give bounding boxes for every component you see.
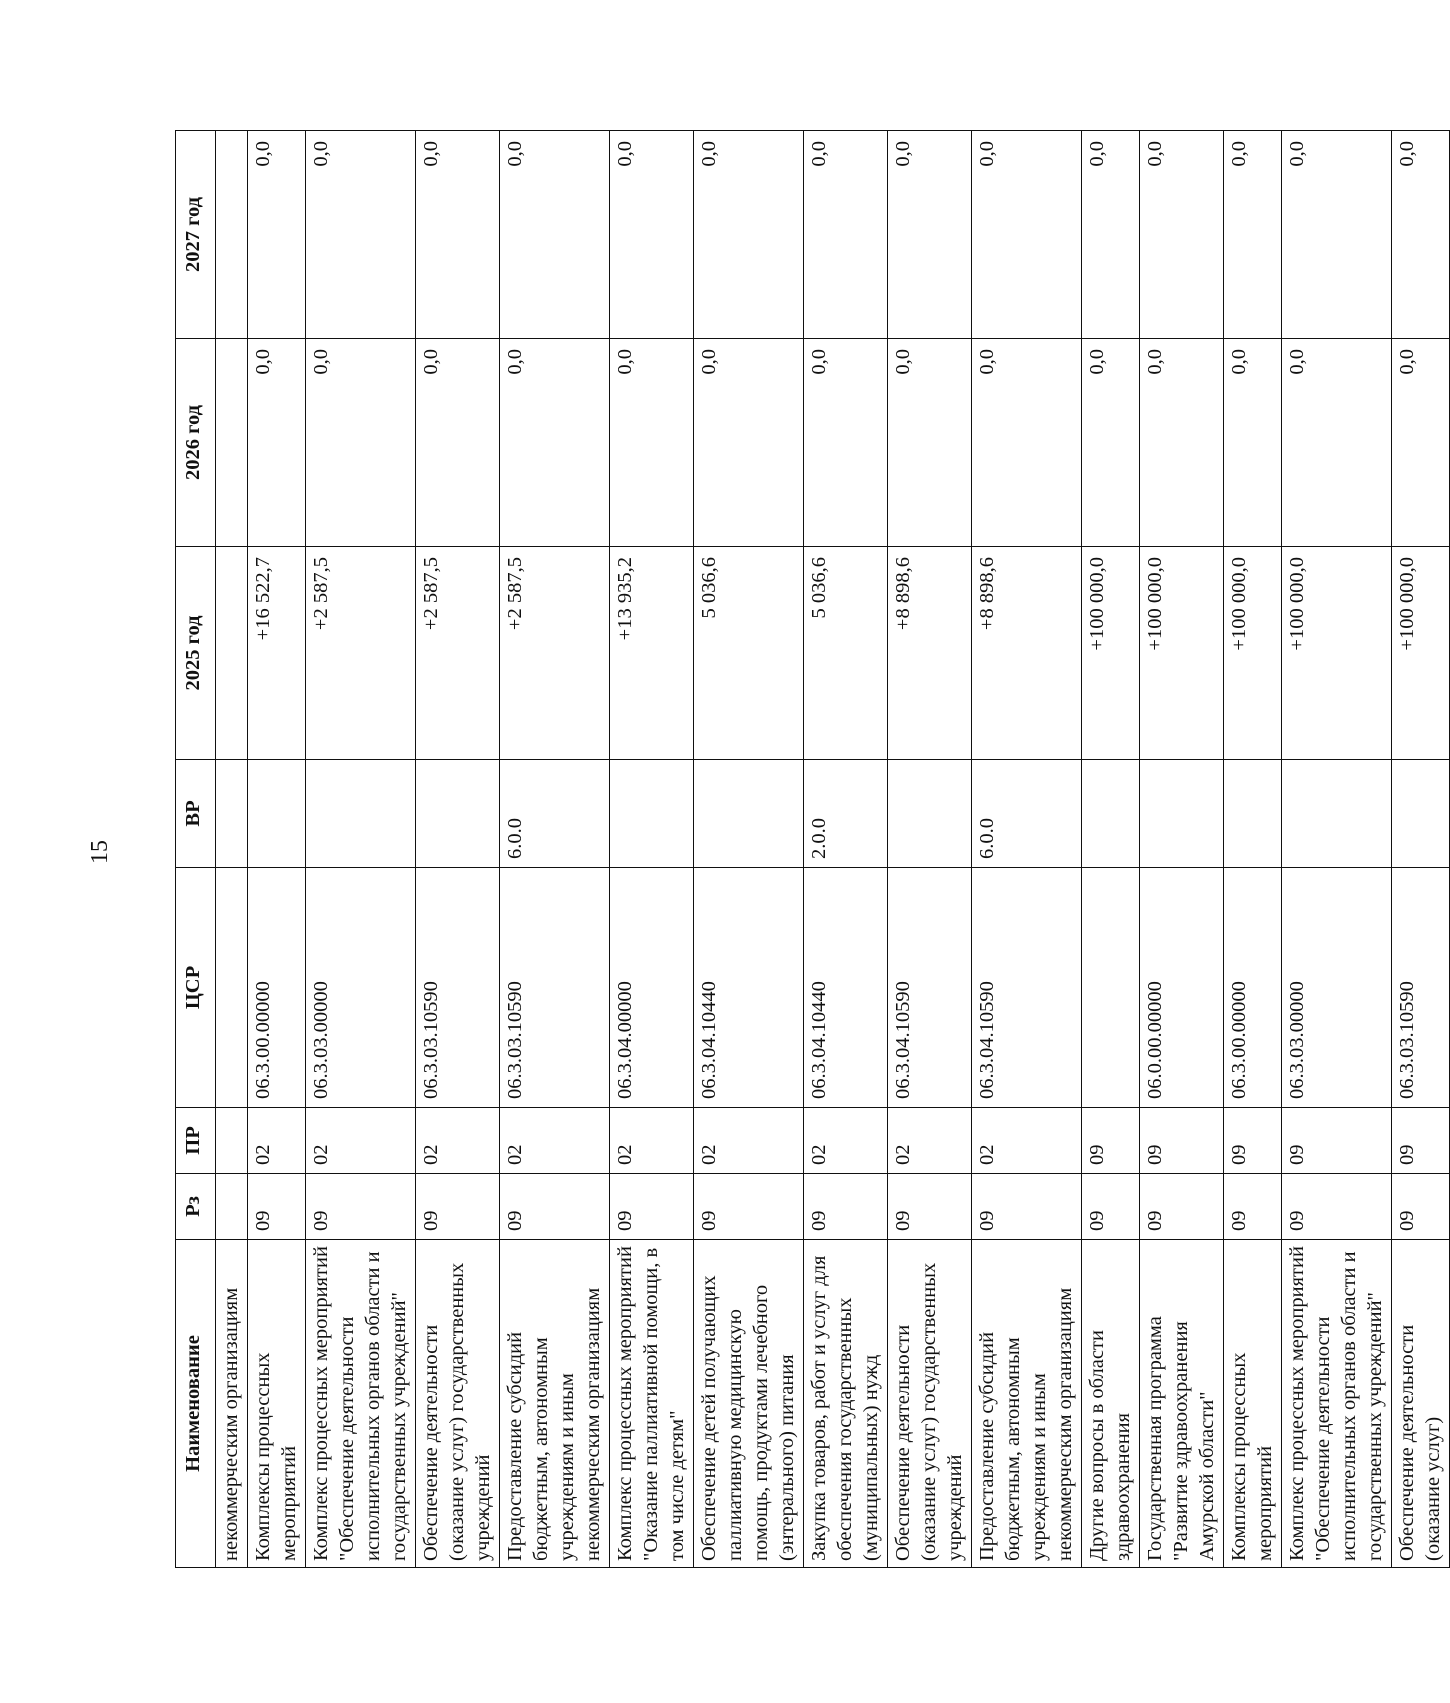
cell-pr: 02 bbox=[500, 1108, 610, 1174]
cell-rz: 09 bbox=[248, 1174, 306, 1240]
table-header-row bbox=[176, 131, 216, 1568]
cell-vr bbox=[306, 760, 416, 868]
cell-2026: 0,0 bbox=[972, 339, 1082, 547]
table-row bbox=[1282, 131, 1392, 1568]
cell-2025: +100 000,0 bbox=[1140, 547, 1224, 760]
cell-2025: +100 000,0 bbox=[1282, 547, 1392, 760]
header-2026: 2026 год bbox=[176, 339, 216, 547]
cell-name: Комплекс процессных мероприятий "Обеспечение деятельности исполнительных органов области и государственных учреждений" bbox=[1282, 1240, 1392, 1568]
cell-name: Обеспечение деятельности (оказание услуг) bbox=[1392, 1240, 1450, 1568]
header-2027: 2027 год bbox=[176, 131, 216, 339]
cell-name: Обеспечение детей получающих паллиативную медицинскую помощь, продуктами лечебного (энтерального) питания bbox=[694, 1240, 804, 1568]
cell-name: Предоставление субсидий бюджетным, автономным учреждениям и иным некоммерческим организациям bbox=[972, 1240, 1082, 1568]
cell-csr: 06.3.04.10440 bbox=[694, 868, 804, 1108]
cell-2027: 0,0 bbox=[972, 131, 1082, 339]
cell-2027: 0,0 bbox=[1282, 131, 1392, 339]
cell-name: некоммерческим организациям bbox=[216, 1240, 248, 1568]
cell-2027: 0,0 bbox=[306, 131, 416, 339]
cell-rz: 09 bbox=[972, 1174, 1082, 1240]
cell-csr: 06.3.03.10590 bbox=[500, 868, 610, 1108]
cell-vr bbox=[694, 760, 804, 868]
cell-2026: 0,0 bbox=[248, 339, 306, 547]
table-row bbox=[216, 131, 248, 1568]
cell-name: Обеспечение деятельности (оказание услуг) государственных учреждений bbox=[416, 1240, 500, 1568]
cell-2027: 0,0 bbox=[416, 131, 500, 339]
table-row bbox=[804, 131, 888, 1568]
cell-rz: 09 bbox=[694, 1174, 804, 1240]
cell-rz: 09 bbox=[1392, 1174, 1450, 1240]
cell-name: Предоставление субсидий бюджетным, автономным учреждениям и иным некоммерческим организациям bbox=[500, 1240, 610, 1568]
cell-csr: 06.3.00.00000 bbox=[248, 868, 306, 1108]
header-rz: Рз bbox=[176, 1174, 216, 1240]
cell-2025: +100 000,0 bbox=[1392, 547, 1450, 760]
cell-csr: 06.3.00.00000 bbox=[1224, 868, 1282, 1108]
cell-2025: +8 898,6 bbox=[972, 547, 1082, 760]
table-row bbox=[416, 131, 500, 1568]
cell-pr: 09 bbox=[1082, 1108, 1140, 1174]
table-row bbox=[1392, 131, 1450, 1568]
cell-csr: 06.3.04.00000 bbox=[610, 868, 694, 1108]
cell-vr bbox=[1392, 760, 1450, 868]
cell-name: Комплексы процессных мероприятий bbox=[248, 1240, 306, 1568]
cell-pr: 02 bbox=[306, 1108, 416, 1174]
cell-2025 bbox=[216, 547, 248, 760]
header-name: Наименование bbox=[176, 1240, 216, 1568]
table-row bbox=[694, 131, 804, 1568]
cell-pr: 02 bbox=[804, 1108, 888, 1174]
cell-vr bbox=[416, 760, 500, 868]
cell-2026: 0,0 bbox=[888, 339, 972, 547]
rotated-table-wrapper bbox=[175, 131, 1444, 1568]
cell-rz: 09 bbox=[888, 1174, 972, 1240]
cell-2025: +2 587,5 bbox=[306, 547, 416, 760]
cell-pr bbox=[216, 1108, 248, 1174]
cell-rz: 09 bbox=[1140, 1174, 1224, 1240]
cell-name: Обеспечение деятельности (оказание услуг) государственных учреждений bbox=[888, 1240, 972, 1568]
cell-2026: 0,0 bbox=[500, 339, 610, 547]
cell-2025: +100 000,0 bbox=[1082, 547, 1140, 760]
cell-vr bbox=[1224, 760, 1282, 868]
cell-pr: 09 bbox=[1282, 1108, 1392, 1174]
table-row bbox=[888, 131, 972, 1568]
cell-vr bbox=[216, 760, 248, 868]
cell-csr: 06.0.00.00000 bbox=[1140, 868, 1224, 1108]
cell-pr: 09 bbox=[1140, 1108, 1224, 1174]
cell-name: Комплекс процессных мероприятий "Оказание паллиативной помощи, в том числе детям" bbox=[610, 1240, 694, 1568]
cell-2026: 0,0 bbox=[804, 339, 888, 547]
cell-csr: 06.3.04.10590 bbox=[972, 868, 1082, 1108]
table-row bbox=[972, 131, 1082, 1568]
cell-rz: 09 bbox=[416, 1174, 500, 1240]
cell-2026: 0,0 bbox=[1392, 339, 1450, 547]
cell-vr bbox=[1082, 760, 1140, 868]
cell-2025: 5 036,6 bbox=[694, 547, 804, 760]
cell-vr: 6.0.0 bbox=[972, 760, 1082, 868]
cell-2026: 0,0 bbox=[610, 339, 694, 547]
cell-pr: 09 bbox=[1224, 1108, 1282, 1174]
cell-csr: 06.3.03.00000 bbox=[306, 868, 416, 1108]
cell-vr bbox=[1140, 760, 1224, 868]
cell-csr bbox=[1082, 868, 1140, 1108]
cell-pr: 02 bbox=[888, 1108, 972, 1174]
cell-2027: 0,0 bbox=[694, 131, 804, 339]
cell-pr: 02 bbox=[972, 1108, 1082, 1174]
cell-csr: 06.3.04.10440 bbox=[804, 868, 888, 1108]
cell-2026: 0,0 bbox=[1082, 339, 1140, 547]
header-pr: ПР bbox=[176, 1108, 216, 1174]
cell-2027: 0,0 bbox=[500, 131, 610, 339]
cell-pr: 09 bbox=[1392, 1108, 1450, 1174]
cell-pr: 02 bbox=[610, 1108, 694, 1174]
cell-2027: 0,0 bbox=[1224, 131, 1282, 339]
cell-name: Комплексы процессных мероприятий bbox=[1224, 1240, 1282, 1568]
cell-2025: +16 522,7 bbox=[248, 547, 306, 760]
header-csr: ЦСР bbox=[176, 868, 216, 1108]
cell-csr: 06.3.03.10590 bbox=[416, 868, 500, 1108]
table-row bbox=[1224, 131, 1282, 1568]
cell-2026: 0,0 bbox=[694, 339, 804, 547]
cell-2027: 0,0 bbox=[610, 131, 694, 339]
cell-2025: +2 587,5 bbox=[500, 547, 610, 760]
cell-rz bbox=[216, 1174, 248, 1240]
cell-rz: 09 bbox=[1224, 1174, 1282, 1240]
cell-2026: 0,0 bbox=[1224, 339, 1282, 547]
table-row bbox=[610, 131, 694, 1568]
budget-table bbox=[175, 130, 1450, 1568]
cell-2027: 0,0 bbox=[248, 131, 306, 339]
cell-2027: 0,0 bbox=[1082, 131, 1140, 339]
cell-vr bbox=[1282, 760, 1392, 868]
cell-2026: 0,0 bbox=[416, 339, 500, 547]
table-row bbox=[1140, 131, 1224, 1568]
cell-vr: 6.0.0 bbox=[500, 760, 610, 868]
cell-name: Государственная программа "Развитие здравоохранения Амурской области" bbox=[1140, 1240, 1224, 1568]
cell-2026: 0,0 bbox=[1282, 339, 1392, 547]
header-2025: 2025 год bbox=[176, 547, 216, 760]
cell-vr bbox=[248, 760, 306, 868]
header-vr: ВР bbox=[176, 760, 216, 868]
cell-csr: 06.3.03.10590 bbox=[1392, 868, 1450, 1108]
cell-pr: 02 bbox=[248, 1108, 306, 1174]
cell-2027: 0,0 bbox=[888, 131, 972, 339]
cell-rz: 09 bbox=[306, 1174, 416, 1240]
cell-2027: 0,0 bbox=[804, 131, 888, 339]
cell-2026 bbox=[216, 339, 248, 547]
cell-2026: 0,0 bbox=[1140, 339, 1224, 547]
cell-name: Комплекс процессных мероприятий "Обеспечение деятельности исполнительных органов области и государственных учреждений" bbox=[306, 1240, 416, 1568]
table-row bbox=[248, 131, 306, 1568]
cell-rz: 09 bbox=[1082, 1174, 1140, 1240]
cell-csr bbox=[216, 868, 248, 1108]
cell-2027: 0,0 bbox=[1392, 131, 1450, 339]
cell-vr: 2.0.0 bbox=[804, 760, 888, 868]
page-number: 15 bbox=[87, 840, 113, 864]
table-row bbox=[1082, 131, 1140, 1568]
cell-rz: 09 bbox=[804, 1174, 888, 1240]
cell-2025: +2 587,5 bbox=[416, 547, 500, 760]
cell-pr: 02 bbox=[416, 1108, 500, 1174]
cell-rz: 09 bbox=[500, 1174, 610, 1240]
cell-vr bbox=[888, 760, 972, 868]
table-row bbox=[500, 131, 610, 1568]
cell-2027: 0,0 bbox=[1140, 131, 1224, 339]
cell-2026: 0,0 bbox=[306, 339, 416, 547]
cell-name: Другие вопросы в области здравоохранения bbox=[1082, 1240, 1140, 1568]
cell-2025: +100 000,0 bbox=[1224, 547, 1282, 760]
table-row bbox=[306, 131, 416, 1568]
cell-rz: 09 bbox=[610, 1174, 694, 1240]
cell-rz: 09 bbox=[1282, 1174, 1392, 1240]
cell-2025: +8 898,6 bbox=[888, 547, 972, 760]
cell-2025: 5 036,6 bbox=[804, 547, 888, 760]
cell-csr: 06.3.03.00000 bbox=[1282, 868, 1392, 1108]
cell-2025: +13 935,2 bbox=[610, 547, 694, 760]
cell-name: Закупка товаров, работ и услуг для обеспечения государственных (муниципальных) нужд bbox=[804, 1240, 888, 1568]
cell-csr: 06.3.04.10590 bbox=[888, 868, 972, 1108]
cell-vr bbox=[610, 760, 694, 868]
cell-2027 bbox=[216, 131, 248, 339]
cell-pr: 02 bbox=[694, 1108, 804, 1174]
